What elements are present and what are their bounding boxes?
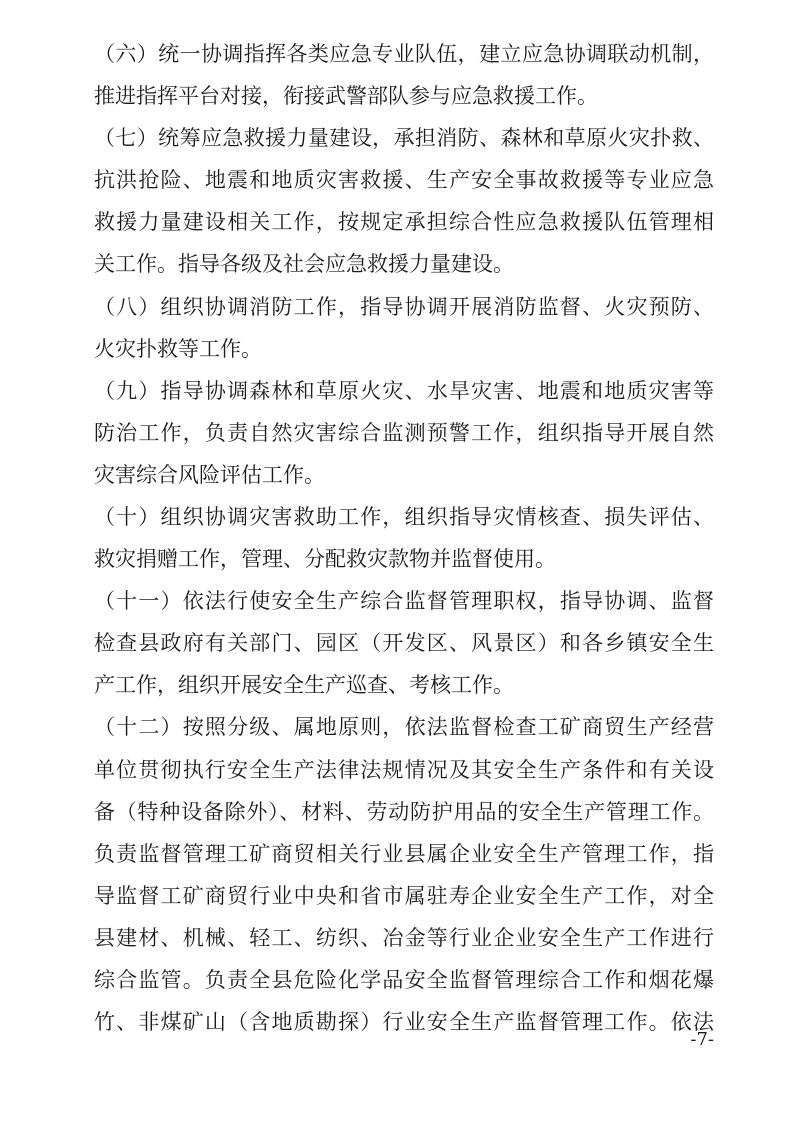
text-line: （八）组织协调消防工作，指导协调开展消防监督、火灾预防、 xyxy=(94,295,714,319)
text-line: 备（特种设备除外）、材料、劳动防护用品的安全生产管理工作。 xyxy=(94,800,714,824)
text-line: 火灾扑救等工作。 xyxy=(94,337,262,361)
text-line: （十二）按照分级、属地原则，依法监督检查工矿商贸生产经营 xyxy=(94,715,714,739)
text-line: 抗洪抢险、地震和地质灾害救援、生产安全事故救援等专业应急 xyxy=(94,168,714,192)
text-line: 竹、非煤矿山（含地质勘探）行业安全生产监督管理工作。依法 xyxy=(94,1010,714,1034)
text-line: 检查县政府有关部门、园区（开发区、风景区）和各乡镇安全生 xyxy=(94,631,714,655)
text-line: 单位贯彻执行安全生产法律法规情况及其安全生产条件和有关设 xyxy=(94,758,714,782)
text-line: 导监督工矿商贸行业中央和省市属驻寿企业安全生产工作，对全 xyxy=(94,884,714,908)
text-line: 救灾捐赠工作，管理、分配救灾款物并监督使用。 xyxy=(94,547,556,571)
text-line: 综合监管。负责全县危险化学品安全监督管理综合工作和烟花爆 xyxy=(94,968,714,992)
text-line: （九）指导协调森林和草原火灾、水旱灾害、地震和地质灾害等 xyxy=(94,379,714,403)
text-line: （十一）依法行使安全生产综合监督管理职权，指导协调、监督 xyxy=(94,589,714,613)
page-number: -7- xyxy=(690,1029,714,1050)
text-line: 关工作。指导各级及社会应急救援力量建设。 xyxy=(94,252,514,276)
text-line: 救援力量建设相关工作，按规定承担综合性应急救援队伍管理相 xyxy=(94,210,714,234)
text-line: 负责监督管理工矿商贸相关行业县属企业安全生产管理工作，指 xyxy=(94,842,714,866)
text-line: （六）统一协调指挥各类应急专业队伍，建立应急协调联动机制， xyxy=(94,42,714,66)
text-line: 灾害综合风险评估工作。 xyxy=(94,463,325,487)
text-line: 县建材、机械、轻工、纺织、冶金等行业企业安全生产工作进行 xyxy=(94,926,714,950)
text-line: 推进指挥平台对接，衔接武警部队参与应急救援工作。 xyxy=(94,84,598,108)
text-line: 防治工作，负责自然灾害综合监测预警工作，组织指导开展自然 xyxy=(94,421,714,445)
text-line: （十）组织协调灾害救助工作，组织指导灾情核查、损失评估、 xyxy=(94,505,714,529)
text-line: 产工作，组织开展安全生产巡查、考核工作。 xyxy=(94,673,514,697)
text-line: （七）统筹应急救援力量建设，承担消防、森林和草原火灾扑救、 xyxy=(94,126,714,150)
